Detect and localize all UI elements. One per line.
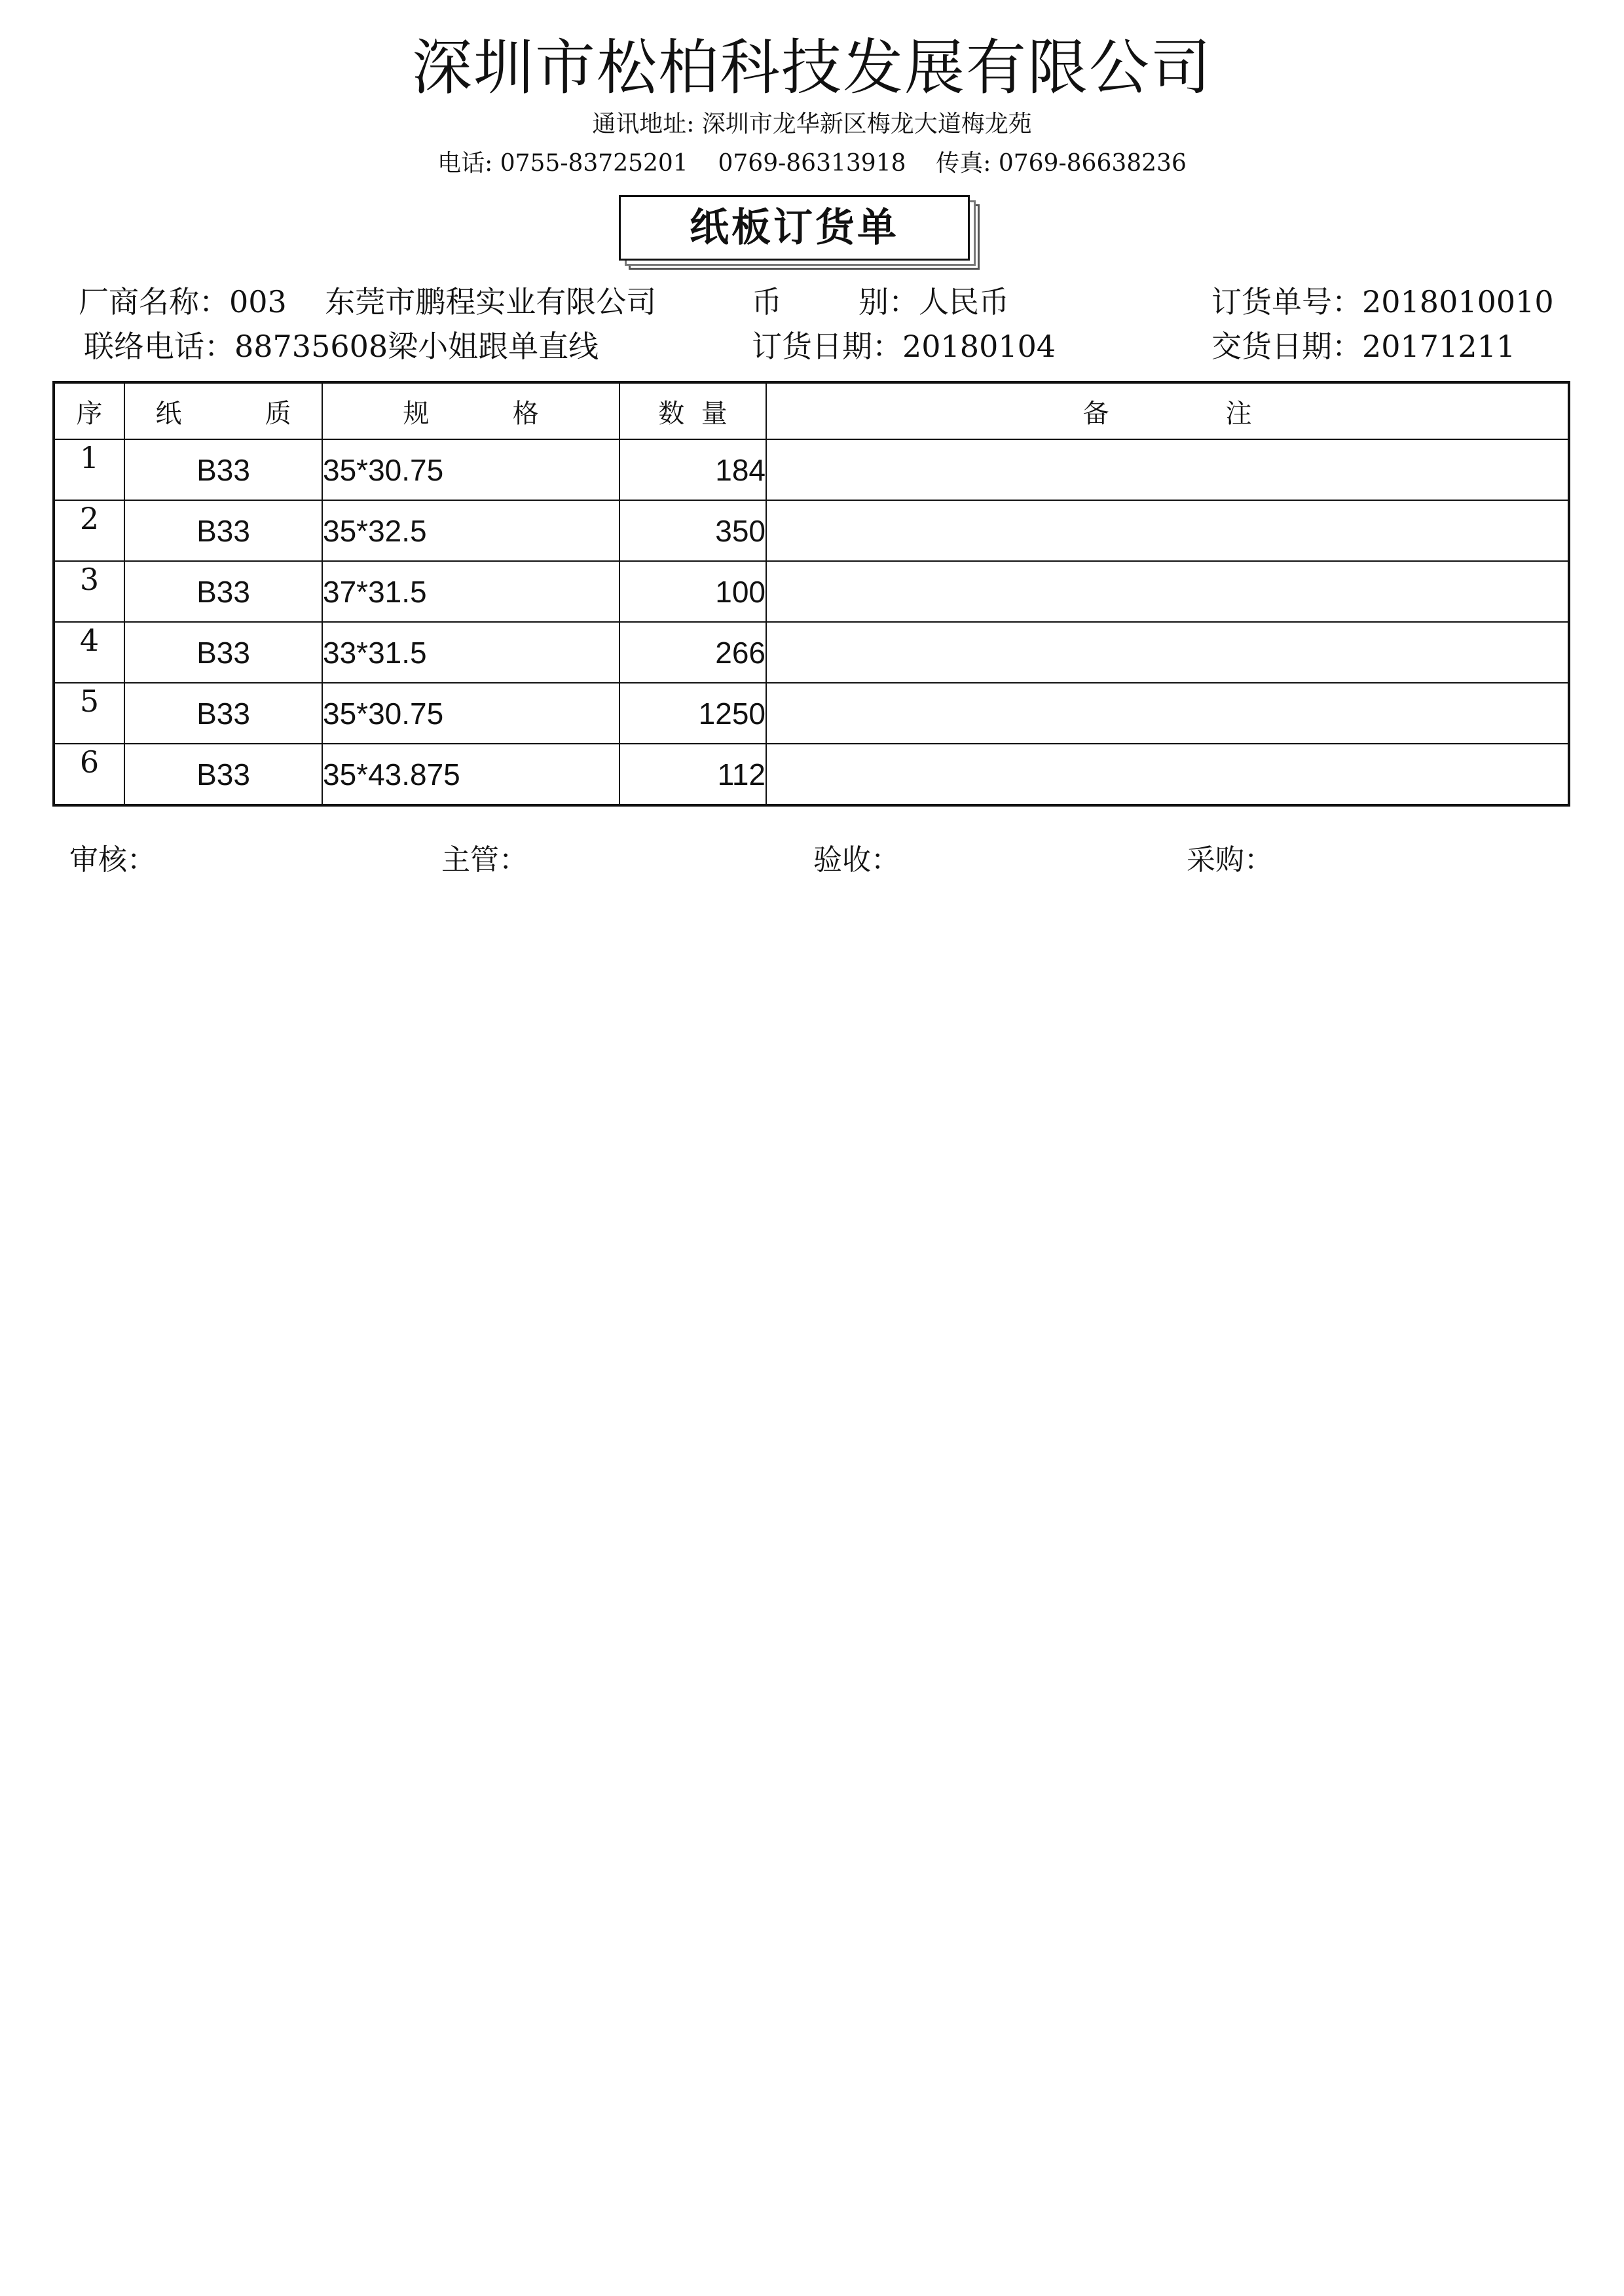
row-spec: 35*30.75 [322, 439, 619, 500]
row-material: B33 [124, 500, 322, 561]
order-number: 订货单号：2018010010 [1211, 284, 1554, 319]
row-note [766, 561, 1569, 622]
header-qty: 数 量 [619, 382, 766, 439]
row-note [766, 622, 1569, 683]
table-row [54, 622, 1569, 683]
header-seq: 序 [54, 382, 124, 439]
order-table [52, 381, 1570, 807]
delivery-date: 交货日期：20171211 [1211, 329, 1516, 364]
row-note [766, 683, 1569, 744]
signature-review: 审核： [69, 843, 156, 877]
row-spec: 33*31.5 [322, 622, 619, 683]
contact-phone: 联络电话：88735608梁小姐跟单直线 [84, 329, 599, 364]
document-title: 纸板订货单 [619, 195, 970, 261]
header-material: 纸 质 [124, 382, 322, 439]
row-material: B33 [124, 744, 322, 805]
row-seq: 2 [54, 500, 124, 561]
row-spec: 35*32.5 [322, 500, 619, 561]
row-material: B33 [124, 622, 322, 683]
row-qty: 266 [619, 622, 766, 683]
row-material: B33 [124, 683, 322, 744]
row-material: B33 [124, 439, 322, 500]
row-seq: 5 [54, 683, 124, 744]
table-row [54, 500, 1569, 561]
row-note [766, 744, 1569, 805]
company-address: 通讯地址: 深圳市龙华新区梅龙大道梅龙苑 [592, 111, 1032, 137]
signature-supervisor: 主管： [441, 843, 528, 877]
row-qty: 112 [619, 744, 766, 805]
row-qty: 350 [619, 500, 766, 561]
company-contact: 电话: 0755-83725201 0769-86313918 传真: 0769-86638236 [437, 150, 1187, 177]
currency: 币 别：人民币 [752, 284, 1009, 319]
table-row [54, 683, 1569, 744]
table-row [54, 744, 1569, 805]
table-row [54, 439, 1569, 500]
row-material: B33 [124, 561, 322, 622]
row-qty: 184 [619, 439, 766, 500]
table-row [54, 561, 1569, 622]
row-spec: 35*30.75 [322, 683, 619, 744]
row-qty: 1250 [619, 683, 766, 744]
row-qty: 100 [619, 561, 766, 622]
table-header-row [54, 382, 1569, 439]
row-spec: 35*43.875 [322, 744, 619, 805]
row-seq: 4 [54, 622, 124, 683]
header-spec: 规 格 [322, 382, 619, 439]
row-note [766, 500, 1569, 561]
row-seq: 6 [54, 744, 124, 805]
row-seq: 3 [54, 561, 124, 622]
row-spec: 37*31.5 [322, 561, 619, 622]
row-note [766, 439, 1569, 500]
signature-inspect: 验收： [813, 843, 900, 877]
supplier-name: 厂商名称：003 东莞市鹏程实业有限公司 [79, 284, 657, 319]
order-date: 订货日期：20180104 [752, 329, 1056, 364]
header-note: 备 注 [766, 382, 1569, 439]
signature-purchase: 采购： [1187, 843, 1273, 877]
row-seq: 1 [54, 439, 124, 500]
company-name: 深圳市松柏科技发展有限公司 [411, 33, 1212, 103]
